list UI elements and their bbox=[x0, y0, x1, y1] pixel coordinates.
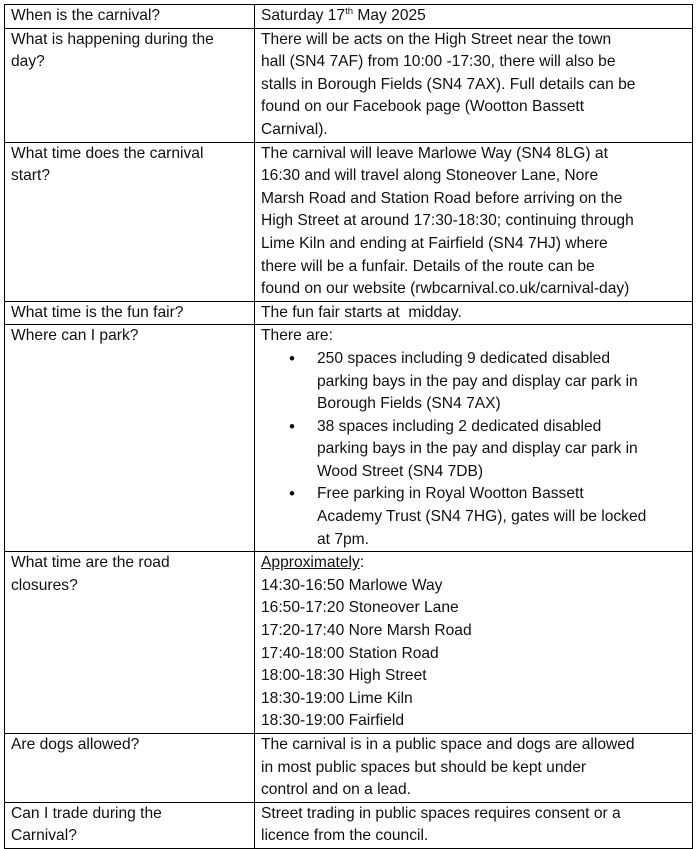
faq-row-carnival-date bbox=[5, 5, 693, 29]
question-cell bbox=[5, 28, 255, 142]
answer-cell bbox=[255, 325, 693, 552]
list-item: • 250 spaces including 9 dedicated disabled parking bays in the pay and display car park in Borough Fields (SN4 7AX) bbox=[317, 348, 686, 416]
answer-text: licence from the council. bbox=[261, 827, 429, 845]
answer-text: found on our website (rwbcarnival.co.uk/carnival-day) bbox=[261, 280, 630, 298]
closure-time: 18:30-19:00 Fairfield bbox=[261, 712, 405, 730]
answer-text: Marsh Road and Station Road before arriving on the bbox=[261, 189, 623, 207]
faq-row-start-time bbox=[5, 142, 693, 301]
question-text: Are dogs allowed? bbox=[11, 736, 140, 753]
closure-time: 17:20-17:40 Nore Marsh Road bbox=[261, 622, 472, 640]
question-text: When is the carnival? bbox=[11, 7, 161, 24]
closure-time: 16:50-17:20 Stoneover Lane bbox=[261, 599, 459, 617]
answer-cell bbox=[255, 5, 693, 29]
answer-text: High Street at around 17:30-18:30; continuing through bbox=[261, 212, 634, 230]
answer-text: there will be a funfair. Details of the route can be bbox=[261, 257, 595, 275]
question-text: What is happening during the bbox=[11, 30, 214, 48]
answer-cell bbox=[255, 142, 693, 301]
faq-row-parking bbox=[5, 325, 693, 552]
answer-text: hall (SN4 7AF) from 10:00 -17:30, there will also be bbox=[261, 53, 616, 71]
question-text: start? bbox=[11, 167, 50, 185]
answer-cell bbox=[255, 301, 693, 325]
question-text: What time is the fun fair? bbox=[11, 303, 184, 321]
answer-text: Carnival). bbox=[261, 120, 328, 138]
answer-text: Street trading in public spaces requires consent or a bbox=[261, 804, 621, 822]
question-cell bbox=[5, 325, 255, 552]
answer-text: There will be acts on the High Street near the town bbox=[261, 30, 612, 48]
list-item: • 38 spaces including 2 dedicated disabled parking bays in the pay and display car park in Wood Street (SN4 7DB) bbox=[317, 416, 686, 484]
answer-text: The carnival will leave Marlowe Way (SN4 8LG) at bbox=[261, 144, 608, 162]
question-cell bbox=[5, 552, 255, 734]
question-cell bbox=[5, 734, 255, 803]
carnival-date: Saturday 17th May 2025 bbox=[261, 5, 426, 24]
faq-row-road-closures bbox=[5, 552, 693, 734]
parking-list bbox=[261, 348, 686, 551]
ordinal-suffix: th bbox=[345, 5, 354, 17]
answer-cell bbox=[255, 802, 693, 848]
question-text: day? bbox=[11, 53, 45, 71]
question-cell bbox=[5, 142, 255, 301]
answer-text: 16:30 and will travel along Stoneover Lane, Nore bbox=[261, 167, 599, 185]
question-cell bbox=[5, 5, 255, 29]
closure-time: 14:30-16:50 Marlowe Way bbox=[261, 576, 443, 594]
answer-text: control and on a lead. bbox=[261, 781, 411, 799]
faq-row-daytime-events bbox=[5, 28, 693, 142]
closure-time: 18:00-18:30 High Street bbox=[261, 667, 427, 685]
answer-text: Lime Kiln and ending at Fairfield (SN4 7HJ) where bbox=[261, 234, 608, 252]
answer-cell bbox=[255, 552, 693, 734]
question-cell bbox=[5, 802, 255, 848]
answer-cell bbox=[255, 28, 693, 142]
question-text: Can I trade during the bbox=[11, 804, 162, 822]
question-text: closures? bbox=[11, 576, 78, 594]
question-text: What time are the road bbox=[11, 554, 170, 572]
list-item: • Free parking in Royal Wootton Bassett Academy Trust (SN4 7HG), gates will be locked at 7pm. bbox=[317, 483, 686, 551]
answer-text: in most public spaces but should be kept under bbox=[261, 758, 587, 776]
question-text: What time does the carnival bbox=[11, 144, 204, 162]
faq-row-fun-fair bbox=[5, 301, 693, 325]
answer-text: found on our Facebook page (Wootton Bassett bbox=[261, 98, 585, 116]
parking-intro: There are: bbox=[261, 327, 333, 345]
faq-row-dogs bbox=[5, 734, 693, 803]
faq-row-trading bbox=[5, 802, 693, 848]
question-text: Carnival? bbox=[11, 827, 77, 845]
question-cell bbox=[5, 301, 255, 325]
answer-text: stalls in Borough Fields (SN4 7AX). Full details can be bbox=[261, 75, 636, 93]
closure-time: 18:30-19:00 Lime Kiln bbox=[261, 689, 413, 707]
question-text: Where can I park? bbox=[11, 327, 139, 345]
closure-time: 17:40-18:00 Station Road bbox=[261, 644, 439, 662]
closures-heading: Approximately: bbox=[261, 554, 365, 572]
answer-cell bbox=[255, 734, 693, 803]
answer-text: The fun fair starts at midday. bbox=[261, 303, 462, 321]
carnival-faq-table bbox=[4, 4, 693, 849]
answer-text: The carnival is in a public space and dogs are allowed bbox=[261, 736, 635, 753]
